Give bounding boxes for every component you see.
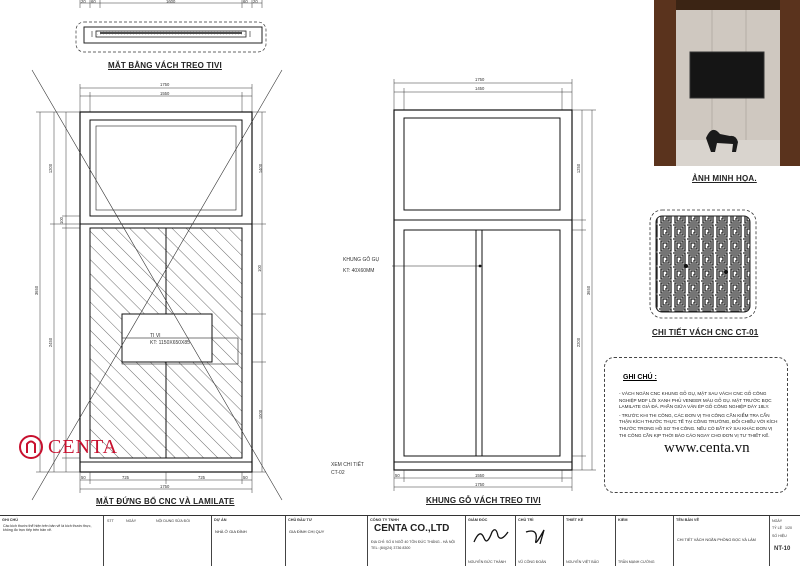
tb-company-addr: ĐỊA CHỈ: SỐ 6 NGÕ 40 TÔN ĐỨC THẮNG - HÀ NỘI: [371, 540, 456, 544]
frame-dim: 1250: [576, 163, 582, 174]
plan-dim: 20: [81, 0, 86, 4]
tb-date-head: NGÀY: [772, 519, 783, 523]
tb-sheet: NT-10: [774, 546, 791, 552]
frame-view-title: KHUNG GỖ VÁCH TREO TIVI: [426, 496, 541, 505]
cnc-detail-title: CHI TIẾT VÁCH CNC CT-01: [652, 328, 759, 337]
brand-watermark: [18, 434, 118, 460]
elevation-dim: 725: [198, 475, 205, 480]
note-item: - TRƯỚC KHI THI CÔNG, CÁC ĐƠN VỊ THI CÔNG CẦN KIỂM TRA CẨN THẬN KÍCH THƯỚC THỰC TẾ TẠI CÔNG TRƯỜNG, ĐỐI CHIẾU VỚI KÍCH THƯỚC TRONG HỒ SƠ THI CÔNG. NẾU CÓ BẤT KỲ SAI KHÁC ĐƠN VỊ THI CÔNG CẦN KỊP THỜI BÁO CÁO NGAY CHO ĐƠN VỊ TƯ THIẾT KẾ.: [619, 412, 778, 438]
see-detail-line2: CT-02: [331, 470, 345, 476]
plan-dim: 1600: [166, 0, 176, 4]
elevation-dim: 1200: [48, 163, 54, 174]
elevation-dim: 3650: [34, 285, 40, 296]
illustration-title: ẢNH MINH HỌA.: [692, 174, 757, 183]
elevation-dim: 1550: [160, 91, 170, 96]
tb-rev-col1: STT: [107, 519, 114, 523]
notes-body: [619, 391, 779, 441]
tb-project: [212, 516, 286, 566]
plan-dim: 20: [253, 0, 258, 4]
tv-callout-line2: KT: 1150X650X85: [150, 340, 190, 346]
frame-dim: 3650: [586, 285, 592, 296]
frame-dim: 1450: [475, 86, 485, 91]
brand-name: CENTA: [48, 435, 119, 458]
frame-dim: 50: [395, 473, 400, 478]
tb-company-name: CENTA CO.,LTD: [374, 523, 450, 534]
tb-director-head: GIÁM ĐỐC: [468, 518, 488, 522]
elevation-dim: 50: [243, 475, 248, 480]
plan-view: [76, 0, 266, 52]
frame-view: [392, 79, 596, 491]
elevation-dim: 1400: [258, 163, 264, 174]
elevation-dim: 50: [81, 475, 86, 480]
elevation-dim: 2450: [48, 337, 54, 348]
tb-revisions: [104, 516, 212, 566]
frame-dim: 1750: [475, 77, 485, 82]
tb-notes: [0, 516, 104, 566]
frame-dim: 1750: [475, 482, 485, 487]
elevation-dim: 1750: [160, 484, 170, 489]
tb-company: [368, 516, 466, 566]
tv-callout-line1: TI VI: [150, 333, 161, 339]
illustration-photo: [654, 0, 800, 166]
tb-checker-head: KIỂM: [618, 518, 628, 522]
frame-dim: 2200: [576, 337, 582, 348]
elevation-view-title: MẶT ĐỨNG BỔ CNC VÀ LAMILATE: [96, 497, 235, 506]
notes-title: GHI CHÚ :: [623, 374, 657, 381]
title-block: [0, 515, 800, 566]
tb-owner-value: GIA ĐÌNH CHỊ QUY: [289, 529, 325, 534]
tb-checker-name: TRẦN MẠNH CƯỜNG: [618, 560, 655, 564]
note-item: - VÁCH NGĂN CNC KHUNG GỖ GỤ, MẶT SAU VÁCH CNC GỖ CÔNG NGHIỆP MDF LÕI XANH PHỦ VENEER MÀU GỖ GỤ. MẶT TRƯỚC BỌC LAMILATE GIẢ ĐÁ. PHẦN GIỮA VÁN ÉP GỖ CÔNG NGHIỆP DÀY 18LY.: [619, 391, 772, 410]
tb-scale: 1/20: [785, 526, 792, 530]
plan-dim: 60: [91, 0, 96, 4]
cnc-detail: [650, 210, 756, 318]
see-detail-line1: XEM CHI TIẾT: [331, 462, 364, 468]
tb-drawing-head: TÊN BẢN VẼ: [676, 518, 699, 522]
tb-project-value: NHÀ Ở GIA ĐÌNH: [215, 529, 247, 534]
tb-director: [466, 516, 516, 566]
tb-sheet-info: [770, 516, 800, 566]
centa-logo-icon: [18, 434, 44, 460]
frame-dim: 1550: [475, 473, 485, 478]
frame-callout-line2: KT: 40X60MM: [343, 268, 375, 274]
plan-view-title: MẶT BẰNG VÁCH TREO TIVI: [108, 61, 222, 70]
tb-chief: [516, 516, 564, 566]
tb-company-tel: TEL: (84)(24) 3736 8300: [371, 546, 411, 550]
tb-rev-col3: NỘI DUNG SỬA ĐỔI: [156, 519, 191, 523]
tb-designer: [564, 516, 616, 566]
tb-owner-head: CHỦ ĐẦU TƯ: [288, 518, 313, 522]
tb-chief-head: CHỦ TRÌ: [518, 518, 534, 522]
tb-scale-head: TỶ LỆ: [772, 526, 782, 530]
tb-company-head: CÔNG TY TNHH: [370, 518, 399, 522]
tb-rev-col2: NGÀY: [126, 519, 137, 523]
tb-notes-head: GHI CHÚ: [2, 518, 19, 522]
chief-signature-icon: [522, 526, 552, 548]
elevation-dim: 1000: [258, 409, 264, 420]
elevation-dim: 725: [122, 475, 129, 480]
tb-chief-name: VŨ CÔNG ĐOÀN: [518, 560, 547, 564]
elevation-dim: 100: [257, 265, 262, 272]
tb-director-name: NGUYỄN ĐỨC THÀNH: [468, 560, 506, 564]
brand-website: www.centa.vn: [664, 440, 750, 456]
director-signature-icon: [472, 526, 510, 548]
notes-box: [604, 357, 788, 493]
tb-checker: [616, 516, 674, 566]
tb-project-head: DỰ ÁN: [214, 518, 227, 522]
tb-drawing-name: CHI TIẾT VÁCH NGĂN PHÒNG ĐỌC VÀ LÀM: [677, 538, 756, 542]
tb-notes-text: Các kích thước thể hiện trên bản vẽ là kích thước thực, không đo trực tiếp trên bản vẽ.: [3, 524, 92, 532]
tb-designer-head: THIẾT KẾ: [566, 518, 584, 522]
tb-designer-name: NGUYỄN VIỆT BẢO: [566, 560, 599, 564]
tb-sheet-head: SỐ HIỆU: [772, 534, 787, 538]
plan-dim: 60: [243, 0, 248, 4]
tb-drawing: [674, 516, 770, 566]
elevation-dim: 1750: [160, 82, 170, 87]
elevation-dim: 100: [59, 217, 64, 224]
frame-callout-line1: KHUNG GỖ GỤ: [343, 257, 380, 263]
tb-owner: [286, 516, 368, 566]
